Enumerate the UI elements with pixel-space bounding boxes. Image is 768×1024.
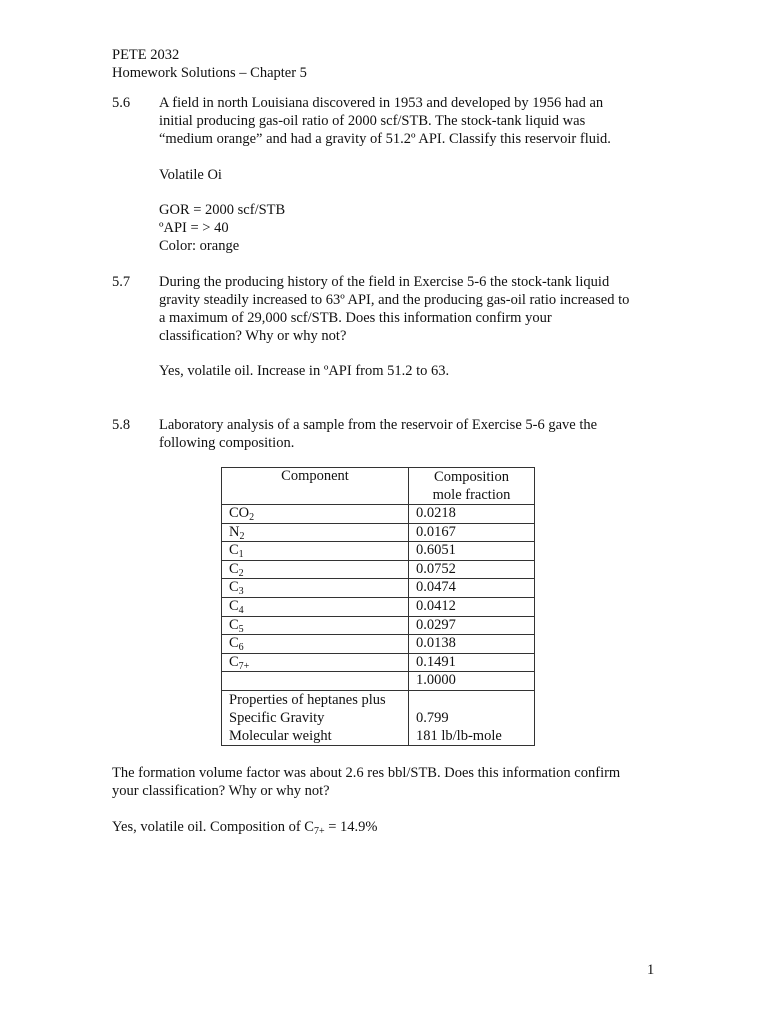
course-title: PETE 2032	[112, 47, 180, 63]
table-row	[222, 560, 535, 579]
table-row	[222, 635, 535, 654]
specific-gravity-label: Specific Gravity	[229, 709, 325, 726]
table-total-row	[222, 672, 535, 691]
table-row	[222, 653, 535, 672]
followup-text-line: The formation volume factor was about 2.6 res bbl/STB. Does this information confirm	[112, 765, 621, 781]
problem-number: 5.7	[112, 274, 131, 290]
document-subtitle: Homework Solutions – Chapter 5	[112, 65, 307, 81]
component-cell: $C_6$	[222, 635, 409, 654]
value-cell: 0.0474	[409, 579, 535, 598]
problem-text-line: classification? Why or why not?	[159, 328, 347, 344]
properties-labels	[222, 690, 409, 745]
problem-text-line: “medium orange” and had a gravity of 51.2º API. Classify this reservoir fluid.	[159, 131, 611, 147]
table-properties-row	[222, 690, 535, 745]
composition-table	[221, 467, 535, 746]
header-composition: Composition mole fraction	[409, 468, 535, 505]
followup-text-line: your classification? Why or why not?	[112, 783, 330, 799]
page-number: 1	[647, 962, 655, 978]
value-cell: 0.0752	[409, 560, 535, 579]
component-cell: $C_1$	[222, 542, 409, 561]
value-cell: 0.0167	[409, 523, 535, 542]
value-cell: 0.0412	[409, 597, 535, 616]
specific-gravity-value: 0.799	[416, 709, 449, 726]
value-cell: 0.1491	[409, 653, 535, 672]
table-row	[222, 505, 535, 524]
fact-line: Color: orange	[159, 238, 240, 254]
value-cell: 0.0138	[409, 635, 535, 654]
problem-text-line: gravity steadily increased to 63º API, and the producing gas-oil ratio increased to	[159, 292, 630, 308]
total-cell: 1.0000	[409, 672, 535, 691]
table-header-row	[222, 468, 535, 505]
empty-cell	[222, 672, 409, 691]
value-cell: 0.0218	[409, 505, 535, 524]
component-cell: $C_4$	[222, 597, 409, 616]
problem-text-line: Laboratory analysis of a sample from the reservoir of Exercise 5-6 gave the	[159, 417, 598, 433]
problem-text-line: initial producing gas-oil ratio of 2000 scf/STB. The stock-tank liquid was	[159, 113, 586, 129]
answer-text: Volatile Oi	[159, 167, 222, 183]
properties-title: Properties of heptanes plus	[229, 691, 386, 708]
fact-line: ºAPI = > 40	[159, 220, 229, 236]
table-row	[222, 579, 535, 598]
value-cell: 0.0297	[409, 616, 535, 635]
table-row	[222, 597, 535, 616]
answer-text: Yes, volatile oil. Composition of $C_{7+} = 14.9\%$	[112, 819, 378, 837]
problem-text-line: A field in north Louisiana discovered in 1953 and developed by 1956 had an	[159, 95, 604, 111]
fact-line: GOR = 2000 scf/STB	[159, 202, 286, 218]
table-row	[222, 542, 535, 561]
component-cell: $CO_2$	[222, 505, 409, 524]
molecular-weight-value: 181 lb/lb-mole	[416, 727, 502, 744]
table-row	[222, 616, 535, 635]
header-component: Component	[222, 468, 409, 505]
molecular-weight-label: Molecular weight	[229, 727, 332, 744]
problem-text-line: During the producing history of the field in Exercise 5-6 the stock-tank liquid	[159, 274, 610, 290]
table-row	[222, 523, 535, 542]
problem-number: 5.6	[112, 95, 131, 111]
answer-text: Yes, volatile oil. Increase in ºAPI from 51.2 to 63.	[159, 363, 450, 379]
properties-values	[409, 690, 535, 745]
value-cell: 0.6051	[409, 542, 535, 561]
component-cell: $C_2$	[222, 560, 409, 579]
component-cell: $C_3$	[222, 579, 409, 598]
component-cell: $N_2$	[222, 523, 409, 542]
problem-text-line: following composition.	[159, 435, 295, 451]
problem-number: 5.8	[112, 417, 131, 433]
component-cell: $C_5$	[222, 616, 409, 635]
component-cell: $C_{7+}$	[222, 653, 409, 672]
problem-text-line: a maximum of 29,000 scf/STB. Does this information confirm your	[159, 310, 552, 326]
